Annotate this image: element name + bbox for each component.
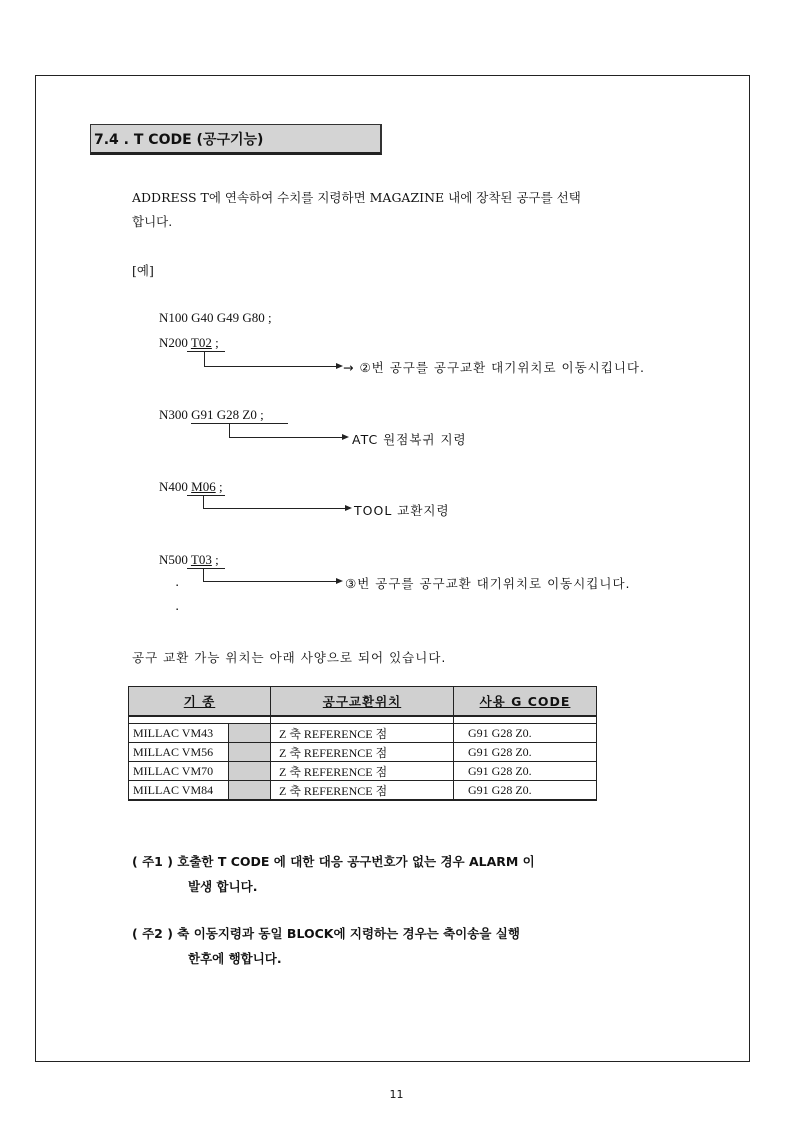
leader-line — [203, 508, 345, 509]
annotation-n200: → ②번 공구를 공구교환 대기위치로 이동시킵니다. — [343, 360, 645, 375]
leader-line — [204, 366, 336, 367]
cell-model: MILLAC VM43 — [129, 724, 229, 743]
underline-bar — [187, 351, 225, 352]
page-number: 11 — [389, 1088, 404, 1101]
cell-gcode: G91 G28 Z0. — [454, 724, 597, 743]
cell-shade — [228, 724, 271, 743]
arrow-icon — [345, 505, 352, 511]
intro-line-2: 합니다. — [132, 214, 173, 229]
example-label: [예] — [132, 263, 154, 278]
underline-bar — [187, 568, 225, 569]
header-gcode: 사용 G CODE — [454, 687, 597, 717]
underline-bar — [187, 495, 225, 496]
leader-line — [203, 495, 204, 509]
cell-gcode: G91 G28 Z0. — [454, 781, 597, 801]
code-prefix: N300 — [159, 407, 192, 422]
arrow-icon — [336, 363, 343, 369]
code-line-n500 — [159, 552, 219, 568]
continuation-dot: ․ — [175, 574, 180, 589]
code-operand: G91 G28 Z0 ; — [191, 407, 264, 422]
note-label: ( 주2 ) — [132, 926, 173, 941]
underline-bar — [191, 423, 288, 424]
header-model: 기 종 — [129, 687, 271, 717]
code-line-n400 — [159, 479, 223, 495]
table-header-row — [129, 687, 597, 717]
cell-model: MILLAC VM70 — [129, 762, 229, 781]
cell-model: MILLAC VM84 — [129, 781, 229, 801]
cell-shade — [228, 781, 271, 801]
table-row — [129, 724, 597, 743]
cell-position: Z 축 REFERENCE 점 — [271, 724, 454, 743]
annotation-n300: ATC 원점복귀 지령 — [352, 432, 467, 447]
cell-shade — [228, 762, 271, 781]
code-suffix: ; — [211, 335, 219, 350]
table-gap-row — [129, 716, 597, 724]
code-line-n200 — [159, 335, 219, 351]
arrow-icon — [336, 578, 343, 584]
code-suffix: ; — [215, 479, 223, 494]
code-operand: T03 — [190, 552, 212, 567]
section-title: 7.4 . T CODE (공구기능) — [90, 124, 382, 155]
note-text: 호출한 T CODE 에 대한 대응 공구번호가 없는 경우 ALARM 이 — [177, 854, 535, 869]
code-suffix: ; — [211, 552, 219, 567]
header-position: 공구교환위치 — [271, 687, 454, 717]
cell-position: Z 축 REFERENCE 점 — [271, 762, 454, 781]
leader-line — [203, 581, 336, 582]
note-1 — [132, 852, 535, 870]
leader-line — [229, 423, 230, 438]
table-row — [129, 781, 597, 801]
annotation-n500: ③번 공구를 공구교환 대기위치로 이동시킵니다. — [345, 576, 631, 591]
position-description: 공구 교환 가능 위치는 아래 사양으로 되어 있습니다. — [132, 650, 447, 665]
annotation-n400: TOOL 교환지령 — [354, 503, 450, 518]
code-prefix: N500 — [159, 552, 191, 567]
note-text: 축 이동지령과 동일 BLOCK에 지령하는 경우는 축이송을 실행 — [177, 926, 520, 941]
note-label: ( 주1 ) — [132, 854, 173, 869]
note-2-continued: 한후에 행합니다. — [188, 951, 282, 966]
note-1-continued: 발생 합니다. — [188, 879, 258, 894]
cell-position: Z 축 REFERENCE 점 — [271, 743, 454, 762]
intro-line-1: ADDRESS T에 연속하여 수치를 지령하면 MAGAZINE 내에 장착된 공구를 선택 — [132, 190, 581, 205]
code-operand: T02 — [190, 335, 212, 350]
leader-line — [204, 351, 205, 367]
code-line-n300 — [159, 407, 264, 423]
cell-shade — [228, 743, 271, 762]
code-line-n100: N100 G40 G49 G80 ; — [159, 310, 272, 325]
continuation-dot: ․ — [175, 598, 180, 613]
leader-line — [229, 437, 342, 438]
cell-position: Z 축 REFERENCE 점 — [271, 781, 454, 801]
arrow-icon — [342, 434, 349, 440]
cell-model: MILLAC VM56 — [129, 743, 229, 762]
table-row — [129, 743, 597, 762]
cell-gcode: G91 G28 Z0. — [454, 762, 597, 781]
code-prefix: N200 — [159, 335, 191, 350]
code-operand: M06 — [191, 479, 216, 494]
table-row — [129, 762, 597, 781]
leader-line — [203, 568, 204, 582]
tool-change-table — [128, 686, 597, 801]
cell-gcode: G91 G28 Z0. — [454, 743, 597, 762]
note-2 — [132, 924, 520, 942]
code-prefix: N400 — [159, 479, 192, 494]
